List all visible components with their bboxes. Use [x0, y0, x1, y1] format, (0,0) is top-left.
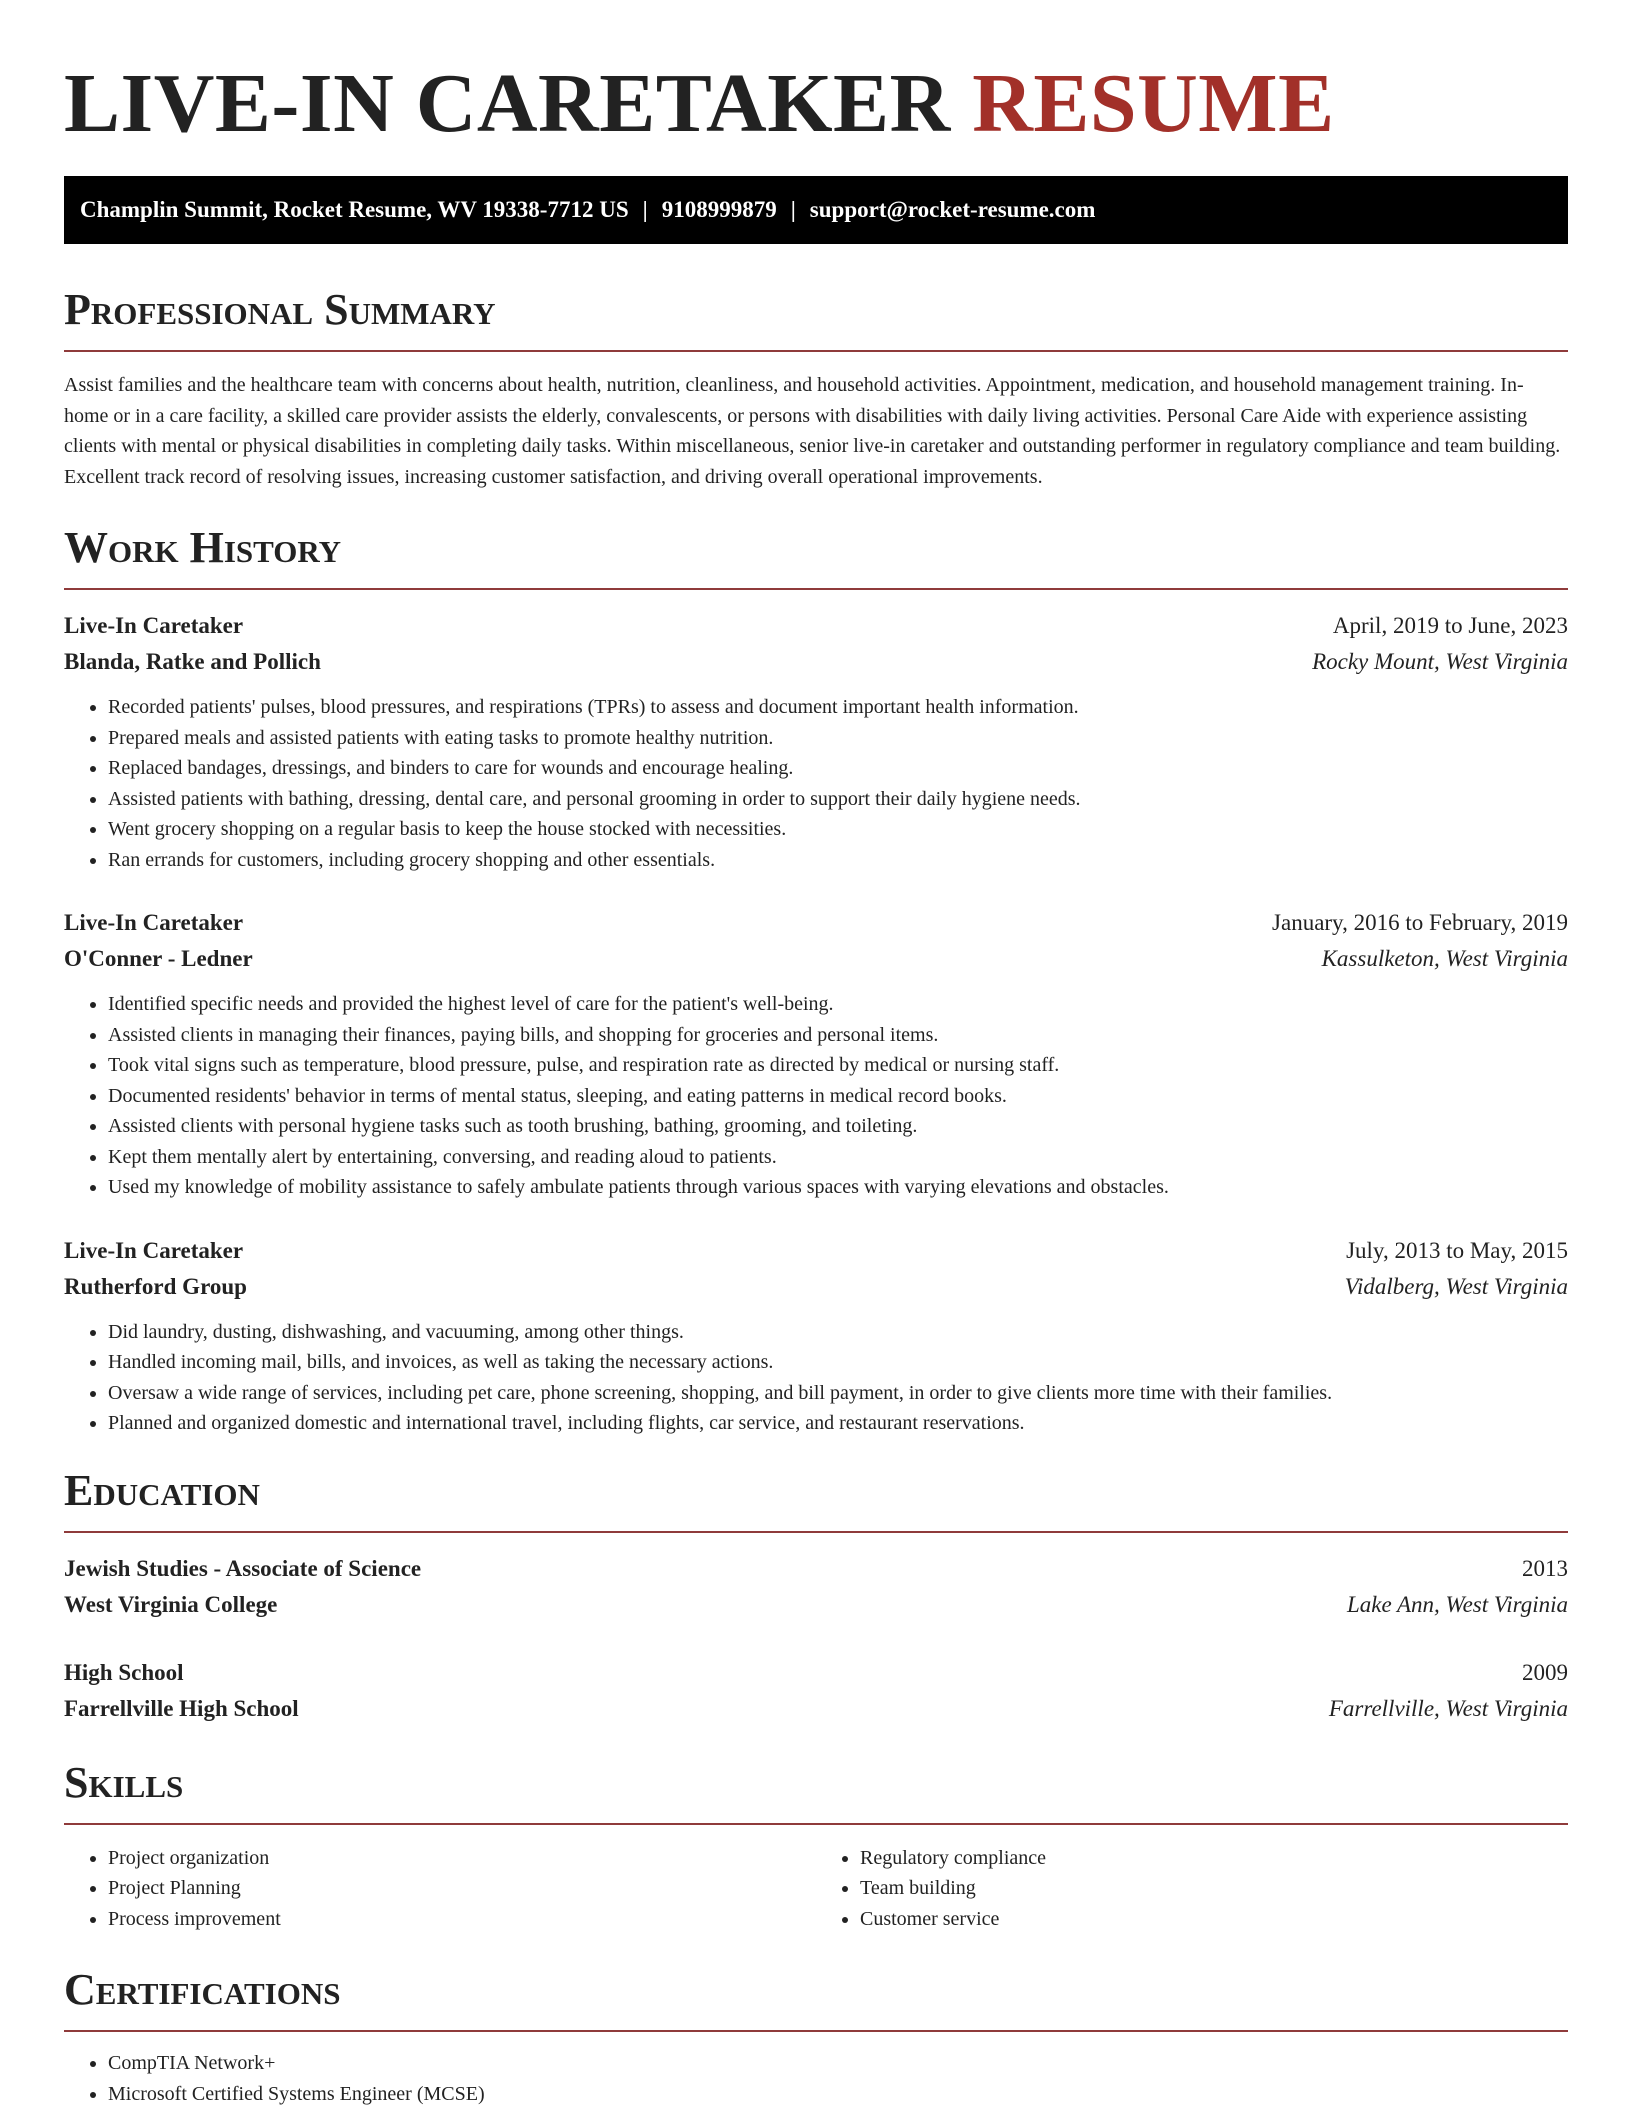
- education-school: Farrellville High School: [64, 1695, 299, 1721]
- education-school-row: [64, 1587, 1568, 1623]
- list-item: • Assisted clients in managing their finances, paying bills, and shopping for groceries and personal items.: [108, 1020, 1568, 1051]
- education-section: [64, 1465, 1568, 1727]
- job-location: Rocky Mount, West Virginia: [1312, 649, 1568, 674]
- list-item: • Handled incoming mail, bills, and invoices, as well as taking the necessary actions.: [108, 1347, 1568, 1378]
- list-item: • Project Planning: [108, 1873, 816, 1904]
- list-item: • Took vital signs such as temperature, blood pressure, pulse, and respiration rate as directed by medical or nursing staff.: [108, 1050, 1568, 1081]
- education-header-row: [64, 1551, 1568, 1587]
- education-entry: [64, 1655, 1568, 1727]
- list-item: • Ran errands for customers, including grocery shopping and other essentials.: [108, 845, 1568, 876]
- list-item: • Microsoft Certified Systems Engineer (MCSE): [108, 2079, 1568, 2110]
- section-divider: [64, 350, 1568, 352]
- education-degree: Jewish Studies - Associate of Science: [64, 1555, 422, 1581]
- list-item: • Oversaw a wide range of services, including pet care, phone screening, shopping, and bill payment, in order to give clients more time with their families.: [108, 1378, 1568, 1409]
- job-location: Kassulketon, West Virginia: [1321, 946, 1568, 971]
- job-company-row: [64, 644, 1568, 680]
- education-year: 2009: [1522, 1659, 1568, 1685]
- education-degree: High School: [64, 1659, 184, 1685]
- list-item: • Recorded patients' pulses, blood pressures, and respirations (TPRs) to assess and document important health information.: [108, 692, 1568, 723]
- list-item: • CompTIA Network+: [108, 2048, 1568, 2079]
- job-company-row: [64, 1269, 1568, 1305]
- skills-list-left: [64, 1843, 816, 1935]
- education-entry: [64, 1551, 1568, 1623]
- contact-separator: |: [790, 197, 796, 222]
- list-item: • Team building: [860, 1873, 1568, 1904]
- job-location: Vidalberg, West Virginia: [1344, 1273, 1568, 1299]
- job-dates: April, 2019 to June, 2023: [1332, 613, 1568, 638]
- list-item: • Regulatory compliance: [860, 1843, 1568, 1874]
- job-duties-list: [64, 989, 1568, 1203]
- education-school-row: [64, 1691, 1568, 1727]
- section-divider: [64, 1823, 1568, 1825]
- skills-section: [64, 1757, 1568, 1935]
- education-location: Farrellville, West Virginia: [1328, 1695, 1568, 1721]
- job-header-row: [64, 608, 1568, 644]
- section-title-work-history: Work History: [64, 523, 342, 572]
- section-title-education: Education: [64, 1465, 260, 1515]
- job-duties-list: [64, 692, 1568, 875]
- contact-separator: |: [642, 197, 648, 222]
- job-header-row: [64, 905, 1568, 941]
- section-title-certifications: Certifications: [64, 1965, 341, 2014]
- list-item: • Documented residents' behavior in terms of mental status, sleeping, and eating patterns in medical record books.: [108, 1081, 1568, 1112]
- education-year: 2013: [1522, 1555, 1568, 1581]
- resume-title: [64, 0, 1568, 152]
- summary-text: Assist families and the healthcare team with concerns about health, nutrition, cleanliness, and household activities. Appointment, medication, and household management training. In-home or in a care facility, a skilled care provider assists the elderly, convalescents, or persons with disabilities with daily living activities. Personal Care Aide with experience assisting clients with mental or physical disabilities in completing daily tasks. Within miscellaneous, senior live-in caretaker and outstanding performer in regulatory compliance and team building. Excellent track record of resolving issues, increasing customer satisfaction, and driving overall operational improvements.: [64, 374, 1561, 488]
- list-item: • Customer service: [860, 1904, 1568, 1935]
- list-item: • Identified specific needs and provided the highest level of care for the patient's well-being.: [108, 989, 1568, 1020]
- job-company-row: [64, 941, 1568, 977]
- skills-grid: [64, 1843, 1568, 1935]
- list-item: • Planned and organized domestic and international travel, including flights, car service, and restaurant reservations.: [108, 1408, 1568, 1439]
- job-company: O'Conner - Ledner: [64, 946, 253, 971]
- list-item: • Went grocery shopping on a regular basis to keep the house stocked with necessities.: [108, 814, 1568, 845]
- job-title: Live-In Caretaker: [64, 613, 244, 638]
- list-item: • Kept them mentally alert by entertaining, conversing, and reading aloud to patients.: [108, 1142, 1568, 1173]
- education-header-row: [64, 1655, 1568, 1691]
- title-accent: RESUME: [972, 57, 1335, 150]
- job-title: Live-In Caretaker: [64, 910, 244, 935]
- list-item: • Assisted clients with personal hygiene tasks such as tooth brushing, bathing, grooming, and toileting.: [108, 1111, 1568, 1142]
- list-item: • Replaced bandages, dressings, and binders to care for wounds and encourage healing.: [108, 753, 1568, 784]
- section-title-summary: Professional Summary: [64, 285, 496, 334]
- summary-section: [64, 284, 1568, 492]
- job-entry: [64, 1233, 1568, 1439]
- list-item: • Project organization: [108, 1843, 816, 1874]
- section-title-skills: Skills: [64, 1757, 184, 1807]
- skills-list-right: [816, 1843, 1568, 1935]
- contact-phone: 9108999879: [661, 197, 777, 222]
- title-main: LIVE-IN CARETAKER: [64, 57, 951, 150]
- list-item: • Assisted patients with bathing, dressing, dental care, and personal grooming in order to support their daily hygiene needs.: [108, 784, 1568, 815]
- contact-address: Champlin Summit, Rocket Resume, WV 19338-7712 US: [80, 197, 629, 222]
- certifications-list: [64, 2048, 1568, 2109]
- job-entry: [64, 905, 1568, 1203]
- work-history-section: [64, 522, 1568, 1439]
- contact-bar: [64, 176, 1568, 244]
- job-duties-list: [64, 1317, 1568, 1439]
- list-item: • Used my knowledge of mobility assistance to safely ambulate patients through various spaces with varying elevations and obstacles.: [108, 1172, 1568, 1203]
- section-divider: [64, 2030, 1568, 2032]
- job-title: Live-In Caretaker: [64, 1237, 244, 1263]
- job-header-row: [64, 1233, 1568, 1269]
- list-item: • Process improvement: [108, 1904, 816, 1935]
- education-location: Lake Ann, West Virginia: [1346, 1591, 1568, 1617]
- job-company: Blanda, Ratke and Pollich: [64, 649, 321, 674]
- education-school: West Virginia College: [64, 1591, 278, 1617]
- job-company: Rutherford Group: [64, 1273, 247, 1299]
- certifications-section: [64, 1964, 1568, 2109]
- job-entry: [64, 608, 1568, 875]
- list-item: • Did laundry, dusting, dishwashing, and vacuuming, among other things.: [108, 1317, 1568, 1348]
- list-item: • Prepared meals and assisted patients with eating tasks to promote healthy nutrition.: [108, 723, 1568, 754]
- section-divider: [64, 1531, 1568, 1533]
- contact-email[interactable]: support@rocket-resume.com: [809, 197, 1096, 222]
- job-dates: July, 2013 to May, 2015: [1346, 1237, 1568, 1263]
- job-dates: January, 2016 to February, 2019: [1272, 910, 1568, 935]
- section-divider: [64, 588, 1568, 590]
